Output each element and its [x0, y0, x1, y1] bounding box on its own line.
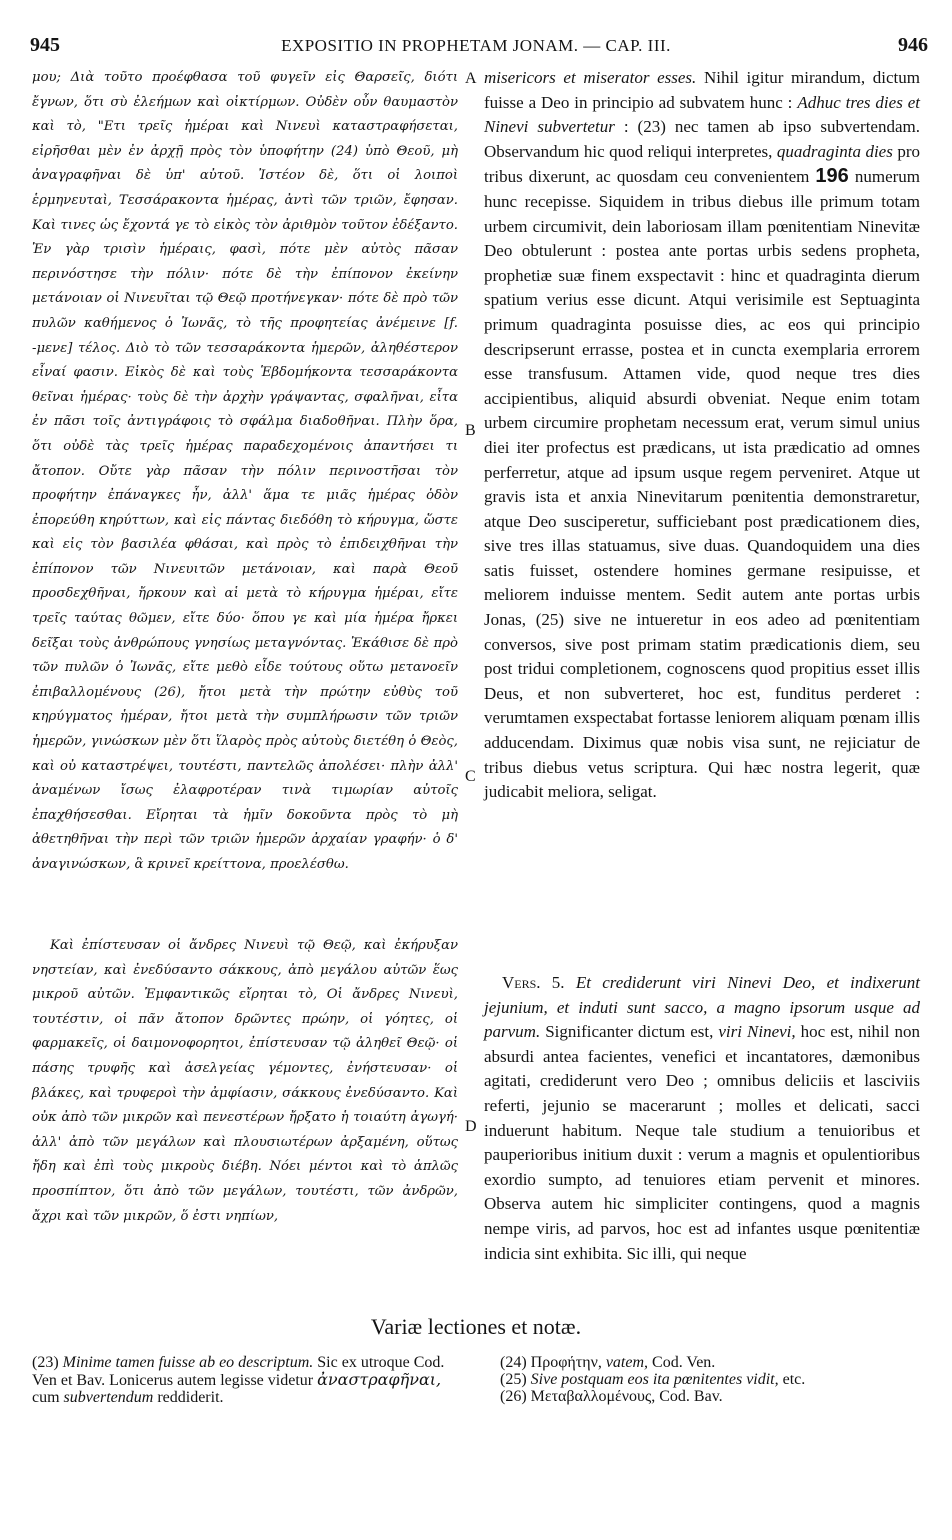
- margin-letter-b: B: [465, 422, 476, 439]
- note-25: [500, 1371, 920, 1388]
- note-24: [500, 1354, 920, 1371]
- note-23: [32, 1354, 458, 1406]
- greek-paragraph-2: Καὶ ἐπίστευσαν οἱ ἄνδρες Νινευὶ τῷ Θεῷ, καὶ ἐκήρυξαν νηστείαν, καὶ ἐνεδύσαντο σάκκους, ἀπὸ μεγάλου αὐτῶν ἕως μικροῦ αὐτῶν. Ἐμφαντικῶς εἴρηται τὸ, Οἱ ἄνδρες Νινευὶ, τουτέστιν, οἱ πᾶν ἄτοπον δρῶντες πρώην, οἱ γόητες, οἱ φαρμακεῖς, οἱ δαιμονοφορητοι, ἐπίστευσαν τῷ ἀληθεῖ Θεῷ· οἱ πάσης τρυφῆς καὶ ἀσελγείας γέμοντες, ἐνήστευσαν· οἱ βλάκες, καὶ τρυφεροὶ τὴν ἀμφίασιν, σάκκους ἐνεδύσαντο. Καὶ οὐκ ἀπὸ τῶν μικρῶν καὶ πενεστέρων ἤρξατο ἡ τοιαύτη ἀγωγή· ἀλλ' ἀπὸ τῶν μεγάλων καὶ πλουσιωτέρων ἀρξαμένη, οὕτως ἤδη καὶ ἐπὶ τοὺς μικροὺς διέβη. Νόει μέντοι καὶ τὸ ἁπλῶς προσπίπτον, ὅτι ἀπὸ τῶν μεγάλων, τουτέστι, τῶν ἀνδρῶν, ἄχρι καὶ τῶν μικρῶν, ὅ ἐστι νηπίων,: [32, 938, 458, 1224]
- verse-label: Vers. 5.: [502, 973, 565, 992]
- page-number-right: 946: [898, 34, 928, 56]
- margin-letter-d: D: [465, 1118, 477, 1135]
- running-title: EXPOSITIO IN PROPHETAM JONAM. — CAP. III.: [281, 36, 671, 55]
- latin-italic-quote: Adhuc tres dies et Ninevi subvertetur: [484, 92, 920, 137]
- latin-italic-quote: misericors et miserator esses.: [484, 68, 697, 87]
- latin-text: Nihil igitur mirandum, dictum fuisse a Deo in principio ad subvatem hunc :: [484, 68, 920, 112]
- note-text: Sic ex utroque Cod. Ven et Bav. Lonicerus autem legisse videtur: [32, 1354, 445, 1389]
- note-italic: Sive postquam eos ita pœnitentes vidit,: [530, 1371, 779, 1388]
- margin-letter-a: A: [465, 70, 477, 87]
- note-text: etc.: [778, 1371, 806, 1388]
- note-26: (26) Μεταβαλλομένους, Cod. Bav.: [500, 1388, 723, 1405]
- note-text: reddiderit.: [153, 1389, 224, 1406]
- notes-right-column: [500, 1354, 920, 1405]
- latin-italic-quote: viri Ninevi,: [718, 1022, 796, 1042]
- column-number: 196: [815, 165, 849, 188]
- latin-text: Significanter dictum est,: [540, 1022, 719, 1042]
- notes-left-column: [32, 1354, 458, 1406]
- latin-column-upper: [484, 66, 920, 805]
- page-number-left: 945: [30, 34, 60, 56]
- latin-italic-quote: quadraginta dies: [776, 141, 893, 161]
- note-italic: subvertendum: [63, 1389, 154, 1406]
- latin-text: pro tribus dixerunt, ac quosdam ceu convenientem: [484, 141, 920, 187]
- note-number: (23): [32, 1354, 59, 1371]
- note-text: cum: [32, 1389, 64, 1406]
- latin-paragraph-2: [484, 971, 920, 1266]
- running-header: [0, 34, 952, 60]
- greek-paragraph-1: μου; Διὰ τοῦτο προέφθασα τοῦ φυγεῖν εἰς Θαρσεῖς, διότι ἔγνων, ὅτι σὺ ἐλεήμων καὶ οἰκτίρμων. Οὐδὲν οὖν θαυμαστὸν καὶ τὸ, "Ετι τρεῖς ἡμέραι καὶ Νινευὶ καταστραφήσεται, εἰρῆσθαι μὲν ἐν ἀρχῇ πρὸς τὸν ὑποφήτην (24) ὑπὸ Θεοῦ, μὴ ἀναγραφῆναι δὲ ὑπ' αὐτοῦ. Ἰστέον δὲ, ὅτι οἱ λοιποὶ ἑρμηνευταὶ, Τεσσάρακοντα ἡμέρας, ἀντὶ τῶν τριῶν, ἔφησαν. Καὶ τινες ὡς ἔχοντά γε τὸ εἰκὸς τὸν ἀριθμὸν τοῦτον ἐδέξαντο. Ἐν γὰρ τρισὶν ἡμέραις, φασὶ, πότε μὲν αὐτὸς πᾶσαν περινόστησε τὴν πόλιν· πότε δὲ τὴν ἐπίπονον ἐκείνην μετάνοιαν οἱ Νινευῖται τῷ Θεῷ προτήνεγκαν· πότε δὲ πρὸ τῶν πυλῶν καθήμενος ὁ Ἰωνᾶς, τὸ τῆς προφητείας ἀνέμεινε [f. -μενε] τέλος. Διὸ τὸ τῶν τεσσαράκοντα ἡμερῶν, ἀληθέστερον εἶναί φασιν. Εἰκὸς δὲ καὶ τοὺς Ἑβδομήκοντα τεσσαράκοντα θεῖναι ἡμέρας· τοὺς δὲ τὴν ἀρχὴν γράψαντας, σφαλῆναι, εἶτα ἐν πᾶσι τοῖς ἀντιγράφοις τὸ σφάλμα διαδοθῆναι. Πλὴν ὅρα, ὅτι οὐδὲ τὰς τρεῖς ἡμέρας παραδεχομένοις ἀπαντήσει τι ἄτοπον. Οὔτε γὰρ πᾶσαν τὴν πόλιν περινοστῆσαι τὸν προφήτην ἐπάναγκες ἦν, ἀλλ' ἅμα τε μιᾶς ἡμέρας ὁδὸν ἐπορεύθη κηρύττων, καὶ εἰς πάντας διεδόθη τὸ κήρυγμα, ὥστε καὶ εἰς τὸν βασιλέα φθάσαι, καὶ πρὸς τὸ ἐπιδειχθῆναι τὴν ἐπίπονον τῶν Νινευιτῶν μετάνοιαν, καὶ παρὰ Θεοῦ προσδεχθῆναι, ἤρκουν καὶ αἱ μετὰ τὸ κήρυγμα ἡμέραι, εἴτε τρεῖς ταύτας θῶμεν, εἴτε δύο· ὅπου γε καὶ μία ἡμέρα ἤρκει δεῖξαι τοὺς ἀνθρώπους γνησίως μεταγνόντας. Ἐκάθισε δὲ πρὸ τῶν πυλῶν ὁ Ἰωνᾶς, εἴτε μεθὸ εἶδε τούτους οὕτω μετανοεῖν ἐπιβαλλομένους (26), ἤτοι μετὰ τὴν πρώτην εὐθὺς τοῦ κηρύγματος ἡμέραν, ἤτοι μετὰ τὴν συμπλήρωσιν τῶν τριῶν ἡμερῶν, γινώσκων μὲν ὅτι ἵλαρὸς πρὸς αὐτοὺς διετέθη ὁ Θεὸς, καὶ οὐ καταστρέψει, τουτέστι, παντελῶς ἀπολέσει· πλὴν ἀλλ' ἀναμένων ἴσως ἐλαφροτέραν τινὰ τιμωρίαν αὐτοῖς ἐπαχθήσεσθαι. Εἴρηται τὰ ἡμῖν δοκοῦντα πρὸς τὸ μὴ ἀθετηθῆναι τὴν περὶ τῶν τριῶν ἡμερῶν ἀρχαίαν γραφήν· ὁ δ' ἀναγινώσκων, ἃ κρινεῖ κρείττονα, προελέσθω.: [32, 70, 458, 872]
- note-italic: vatem,: [605, 1354, 649, 1371]
- greek-column-lower: [32, 934, 458, 1229]
- latin-text: : (23) nec tamen ab ipso subvertendam. Observandum hic quod reliqui interpretes,: [484, 117, 920, 161]
- verse-quote: Et crediderunt viri Ninevi Deo, et indixerunt jejunium, et induti sunt sacco, a magno ipsorum usque ad parvum.: [484, 973, 920, 1042]
- note-text: (24) Προφήτην,: [500, 1354, 606, 1371]
- latin-column-lower: [484, 971, 920, 1266]
- margin-letter-c: C: [465, 768, 476, 785]
- note-text: Cod. Ven.: [648, 1354, 716, 1371]
- note-text: (25): [500, 1371, 531, 1388]
- note-italic: Minime tamen fuisse ab eo descriptum.: [62, 1354, 314, 1371]
- note-greek: ἀναστραφῆναι,: [317, 1370, 442, 1389]
- latin-text: hoc est, nihil non absurdi antea facientes, venefici et incantatores, dæmonibus agitati, crediderunt vero Deo ; omnibus deliciis et lasciviis referti, jejunio se macerarunt ; molles et delicati, sacci induerunt habitum. Neque tale studium a tenuioribus et pauperioribus initium duxit : verum a magnis et opulentioribus exordio sumpto, ad tenuiores etiam pervenit et minores. Observa autem hic simpliciter contingens, quod a magnis nempe viris, ad parvos, hoc est ad infantes usque pœnitentiæ indicia sint exhibita. Sic illi, qui neque: [484, 1022, 921, 1263]
- latin-text: numerum hunc recepisse. Siquidem in tribus diebus ille primum totam urbem circumivit, dein laboriosam illam pœnitentiam Ninevitæ Deo obtulerunt : postea ante portas urbis sedens propheta, prophetiæ suæ finem exspectavit : hinc et quadraginta dierum spatium verius esse dicunt. Atqui verisimile est Septuaginta primum quadraginta posuisse dies, ac eos qui principio descripserunt errasse, postea et in cuncta exemplaria errorem esse transfusum. Attamen vide, quod neque tres dies accipientibus, aliquid absurdi obveniat. Neque enim totam urbem circumire prophetam necessum erat, verum simul unius diei iter profectus est prædicans, ut ista prædicatio ad omnes perferretur, atque ad ipsum usque regem perveniret. Atque ut gravis ista et anxia Ninevitarum pœnitentia demonstraretur, atque Deo susciperetur, sufficiebant post prædicationem dies, sive tres illas statuamus, sive duas. Quandoquidem una dies satis fuisset, ostendere homines germane resipuisse, et meliorem induisse mentem. Sedit autem ante portas urbis Jonas, (25) sive ne intueretur in eos adeo ad pœnitentiam conversos, sive post primam statim prædicationis diem, seu post tridui completionem, cognoscens quod propitius esset illis Deus, et non subverteret, hoc est, funditus perderet : verumtamen exspectabat fortasse leniorem aliquam pœnam illis adducendam. Diximus quæ nobis visa sunt, ne rejiciatur de tribus diebus vetus scriptura. Qui hæc nostra legerit, quæ judicabit meliora, seligat.: [484, 167, 920, 802]
- latin-paragraph-1: [484, 66, 920, 805]
- notes-heading: Variæ lectiones et notæ.: [370, 1314, 582, 1339]
- greek-column-upper: [32, 66, 458, 878]
